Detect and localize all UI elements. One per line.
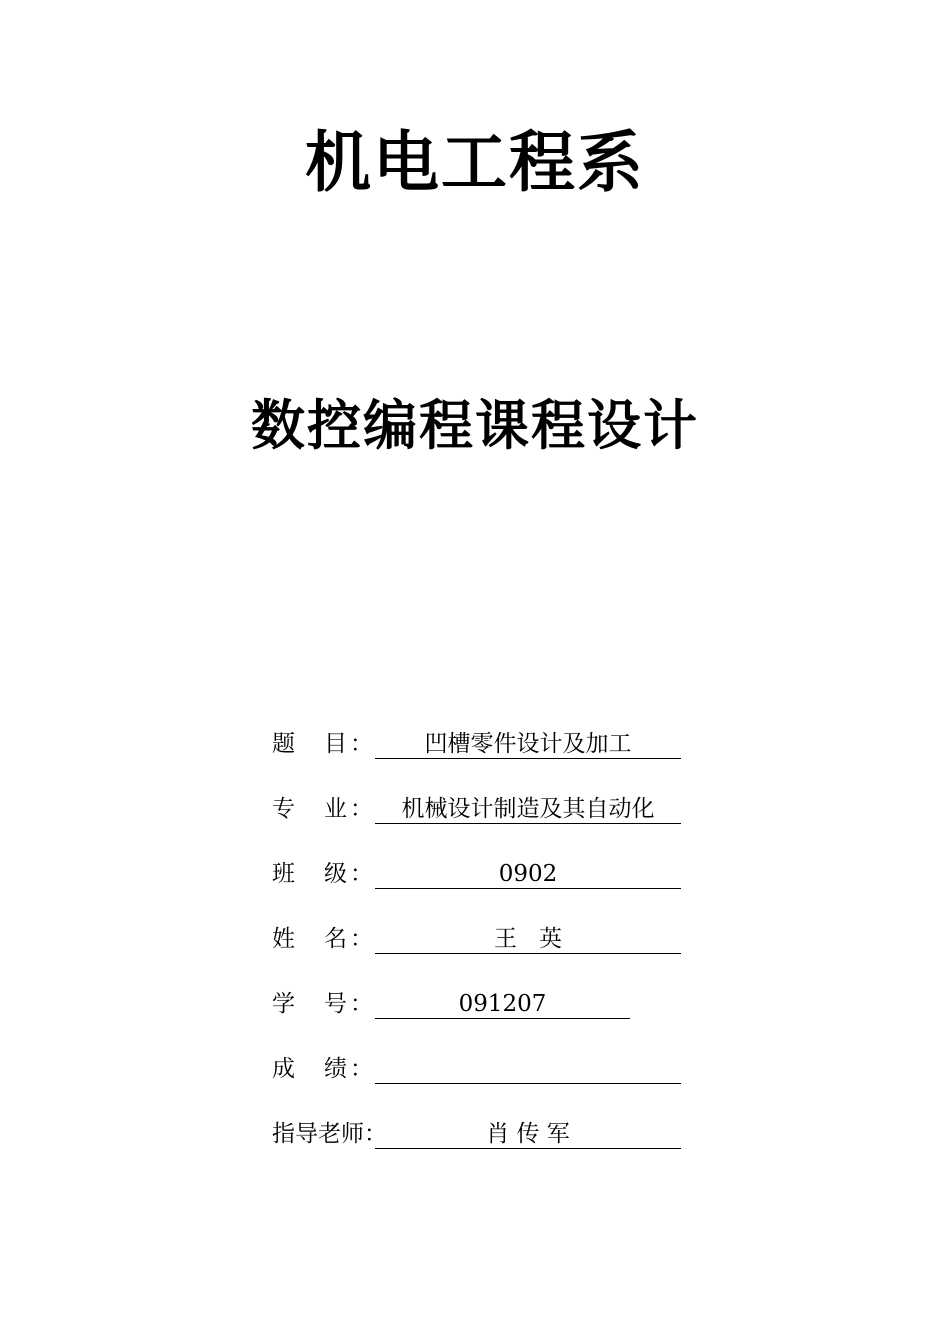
field-topic	[272, 728, 692, 793]
field-student-id-label-char-2: 号	[324, 991, 347, 1017]
field-student-id-label	[272, 988, 376, 1020]
field-student-id-label-char-1: 学	[272, 991, 295, 1017]
field-advisor	[272, 1118, 692, 1183]
field-topic-label	[272, 728, 376, 760]
field-class-colon: ：	[350, 861, 373, 887]
field-class-label-char-2: 级	[324, 861, 347, 887]
field-major-label	[272, 793, 376, 825]
cover-info-form	[272, 728, 692, 1183]
field-name-colon: ：	[350, 926, 373, 952]
field-class-label-char-1: 班	[272, 861, 295, 887]
department-title: 机电工程系	[305, 124, 645, 201]
field-topic-value: 凹槽零件设计及加工	[375, 728, 681, 759]
field-grade-label-char-1: 成	[272, 1056, 295, 1082]
field-student-id-colon: ：	[350, 991, 373, 1017]
field-grade-colon: ：	[350, 1056, 373, 1082]
field-grade-label	[272, 1053, 376, 1085]
field-class	[272, 858, 692, 923]
field-name-value: 王 英	[375, 923, 681, 954]
field-major-colon: ：	[350, 796, 373, 822]
field-major-label-char-1: 专	[272, 796, 295, 822]
field-class-label	[272, 858, 376, 890]
field-grade-value	[375, 1053, 681, 1084]
field-name-label	[272, 923, 376, 955]
field-major-label-char-2: 业	[324, 796, 347, 822]
field-advisor-label: 指导老师：	[272, 1121, 387, 1147]
course-title: 数控编程课程设计	[251, 394, 699, 457]
field-topic-label-char-2: 目	[324, 731, 347, 757]
field-grade-label-char-2: 绩	[324, 1056, 347, 1082]
field-topic-colon: ：	[350, 731, 373, 757]
field-advisor-value: 肖 传 军	[375, 1118, 681, 1149]
field-major	[272, 793, 692, 858]
field-class-value: 0902	[375, 858, 681, 889]
field-topic-label-char-1: 题	[272, 731, 295, 757]
field-student-id-value: 091207	[375, 988, 630, 1019]
field-name-label-char-2: 名	[324, 926, 347, 952]
field-name-label-char-1: 姓	[272, 926, 295, 952]
field-name	[272, 923, 692, 988]
field-major-value: 机械设计制造及其自动化	[375, 793, 681, 824]
field-student-id	[272, 988, 692, 1053]
field-grade	[272, 1053, 692, 1118]
